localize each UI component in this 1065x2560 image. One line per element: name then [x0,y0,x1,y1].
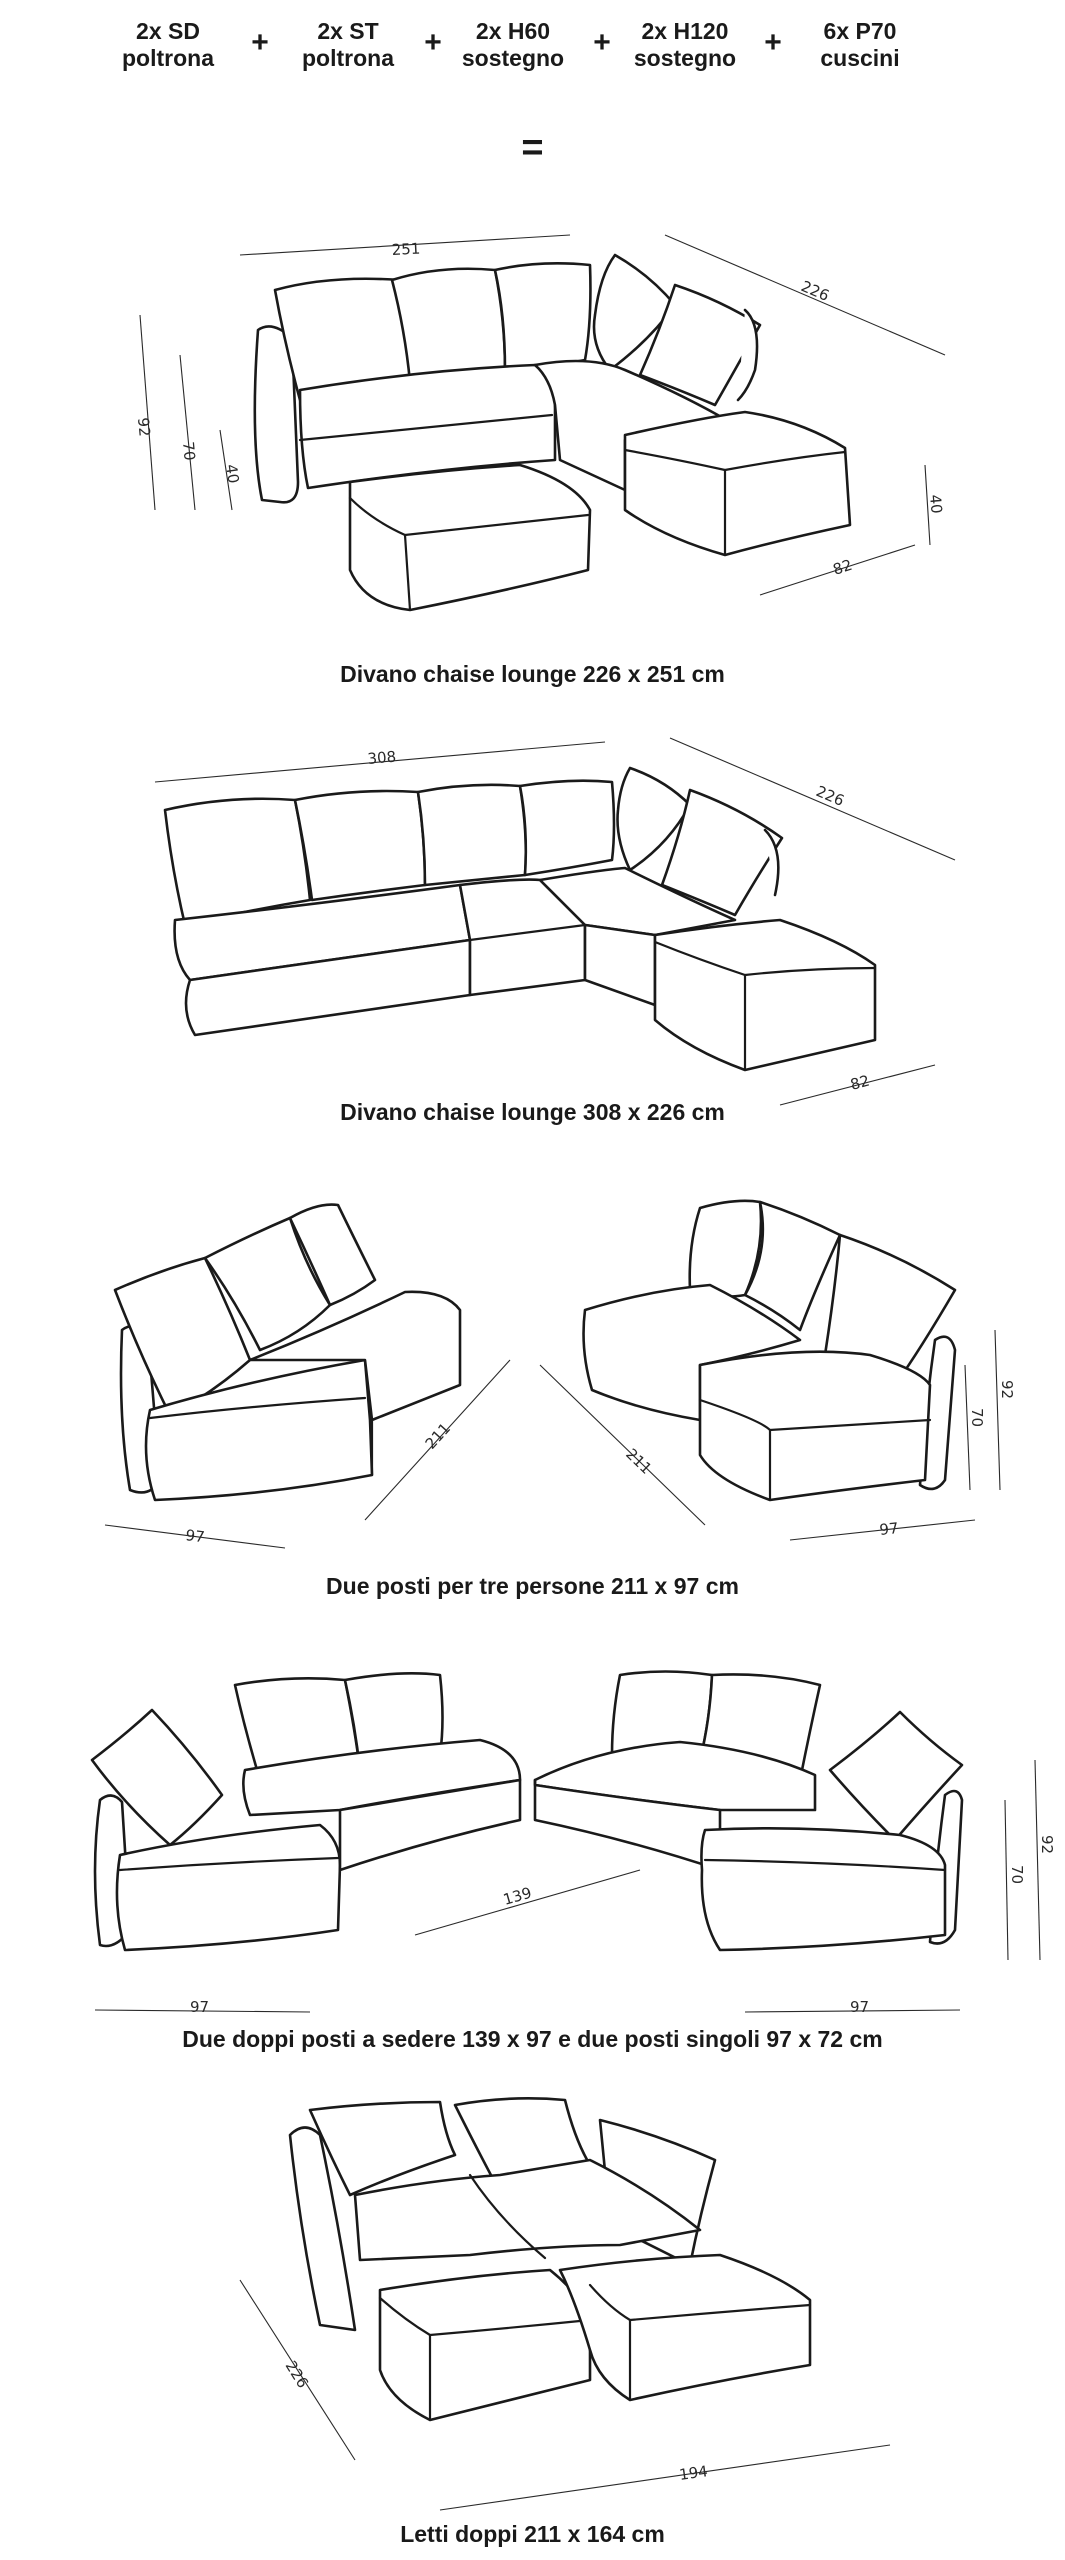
seat-base [585,925,655,1005]
configuration-chaise-308-226 [0,720,1065,1140]
dim-label: 97 [190,1998,210,2016]
seat-cushion [117,1825,340,1950]
dim-label: 226 [798,277,832,305]
dim-label: 70 [1008,1865,1026,1885]
config-caption: Due posti per tre persone 211 x 97 cm [326,1573,739,1599]
components-row [0,18,1065,88]
dim-label: 226 [281,2357,313,2392]
dim-label: 70 [968,1408,986,1428]
sofa-drawing-letti-doppi [0,2080,1065,2520]
component-qty: 2x SD [136,18,200,44]
dim-label: 139 [501,1883,534,1909]
dim-label: 82 [830,555,855,579]
config-caption: Divano chaise lounge 308 x 226 cm [340,1099,725,1125]
dim-label: 92 [998,1380,1016,1400]
dim-label: 40 [222,463,243,485]
component-h60 [448,18,578,72]
dim-label: 82 [848,1071,872,1094]
component-qty: 6x P70 [823,18,897,44]
dim-label: 92 [134,416,154,438]
back-cushion [418,785,526,885]
config-caption: Divano chaise lounge 226 x 251 cm [340,661,725,687]
plus-icon: + [764,26,782,59]
dim-label: 308 [366,747,397,768]
seat-cushion [701,1828,945,1950]
bed-ottoman [560,2255,810,2400]
sofa-drawing-doppi-singoli [0,1630,1065,2050]
sofa-drawing-chaise-308-226 [0,720,1065,1120]
seat-cushion [700,1352,930,1500]
dim-label: 97 [878,1519,900,1539]
component-sd [103,18,233,72]
configuration-doppi-singoli [0,1630,1065,2080]
free-ottoman [350,465,590,610]
dim-label: 97 [184,1526,206,1547]
chaise-ottoman [625,412,850,555]
component-p70 [795,18,925,72]
bed-ottoman [380,2270,590,2420]
configuration-due-posti-211-97 [0,1180,1065,1620]
component-qty: 2x H120 [641,18,729,44]
sofa-drawing-chaise-226-251 [0,220,1065,660]
component-name: poltrona [122,45,214,71]
component-name: sostegno [461,45,565,71]
dim-label: 70 [179,440,199,462]
config-caption: Letti doppi 211 x 164 cm [400,2521,665,2547]
dim-label: 226 [813,782,847,810]
configuration-letti-doppi [0,2080,1065,2560]
component-h120 [620,18,750,72]
plus-icon: + [593,26,611,59]
plus-icon: + [424,26,442,59]
dim-label: 97 [850,1998,870,2016]
back-cushion [392,269,505,382]
sofa-drawing-due-posti [0,1180,1065,1600]
component-name: cuscini [820,45,900,71]
back-cushion [495,263,590,370]
equals-icon: = [521,127,544,169]
configuration-chaise-226-251 [0,220,1065,700]
component-qty: 2x ST [317,18,379,44]
component-name: poltrona [302,45,394,71]
component-st [283,18,413,72]
dim-label: 211 [421,1419,455,1453]
dim-label: 211 [622,1444,656,1478]
chaise-ottoman [655,920,875,1070]
dim-label: 194 [678,2462,709,2484]
config-caption: Due doppi posti a sedere 139 x 97 e due posti singoli 97 x 72 cm [182,2026,883,2052]
dim-label: 40 [926,493,946,515]
back-cushion [295,791,425,900]
dim-label: 92 [1038,1835,1056,1855]
dim-label: 251 [391,239,421,259]
plus-icon: + [251,26,269,59]
back-cushion [520,781,614,875]
component-name: sostegno [633,45,737,71]
component-qty: 2x H60 [475,18,551,44]
